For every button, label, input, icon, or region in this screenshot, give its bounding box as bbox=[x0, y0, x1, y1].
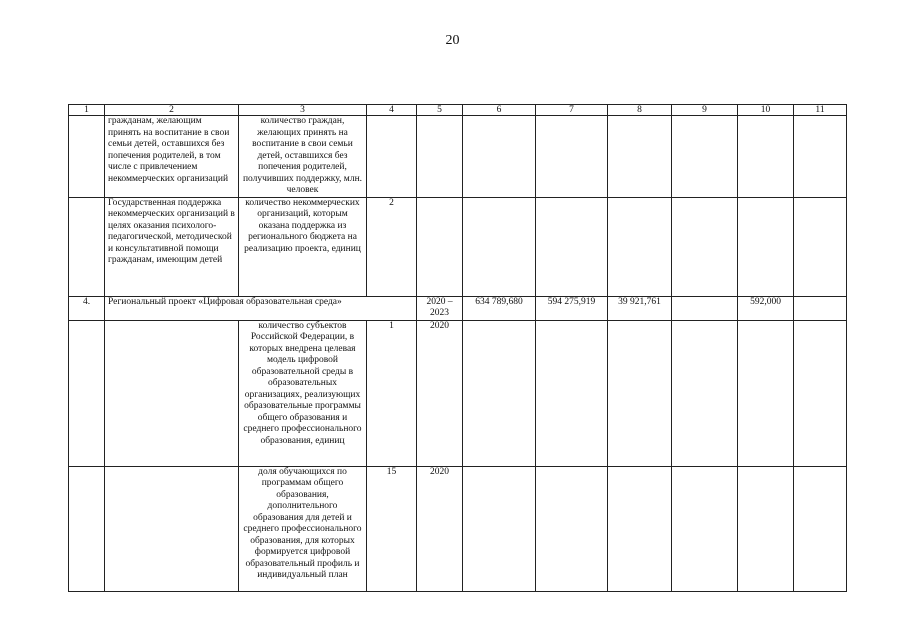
indicator-cell: количество некоммерческих организаций, которым оказана поддержка из регионального бюджета на реализацию проекта, единиц bbox=[239, 197, 367, 296]
amount-cell bbox=[608, 320, 672, 466]
amount-cell bbox=[672, 116, 738, 198]
table-row bbox=[69, 296, 847, 320]
indicator-value-cell bbox=[367, 116, 417, 198]
header-cell-6: 6 bbox=[463, 105, 536, 116]
amount-cell bbox=[738, 116, 794, 198]
amount-cell bbox=[794, 197, 847, 296]
table-row bbox=[69, 320, 847, 466]
amount-cell bbox=[608, 466, 672, 591]
table-row bbox=[69, 197, 847, 296]
period-cell: 2020 bbox=[417, 320, 463, 466]
period-cell bbox=[417, 116, 463, 198]
amount-cell bbox=[463, 116, 536, 198]
measure-description-cell bbox=[105, 320, 239, 466]
amount-cell: 592,000 bbox=[738, 296, 794, 320]
header-cell-5: 5 bbox=[417, 105, 463, 116]
amount-cell bbox=[672, 296, 738, 320]
indicator-cell: доля обучающихся по программам общего образования, дополнительного образования для детей и среднего профессионального образования, для которых формируется цифровой образовательный профиль и индивидуальный план bbox=[239, 466, 367, 591]
amount-cell bbox=[672, 320, 738, 466]
indicator-value-cell: 15 bbox=[367, 466, 417, 591]
amount-cell bbox=[536, 320, 608, 466]
header-cell-2: 2 bbox=[105, 105, 239, 116]
amount-cell bbox=[738, 197, 794, 296]
header-cell-7: 7 bbox=[536, 105, 608, 116]
amount-cell bbox=[672, 197, 738, 296]
row-number-cell: 4. bbox=[69, 296, 105, 320]
amount-cell bbox=[608, 116, 672, 198]
amount-cell bbox=[536, 116, 608, 198]
measure-description-cell: гражданам, желающим принять на воспитание в свои семьи детей, оставшихся без попечения родителей, в том числе с привлечением некоммерческих организаций bbox=[105, 116, 239, 198]
header-row bbox=[69, 105, 847, 116]
period-cell bbox=[417, 197, 463, 296]
table-row bbox=[69, 116, 847, 198]
amount-cell: 39 921,761 bbox=[608, 296, 672, 320]
amount-cell bbox=[738, 466, 794, 591]
indicator-value-cell: 1 bbox=[367, 320, 417, 466]
period-cell: 2020 – 2023 bbox=[417, 296, 463, 320]
header-cell-8: 8 bbox=[608, 105, 672, 116]
header-cell-10: 10 bbox=[738, 105, 794, 116]
header-cell-1: 1 bbox=[69, 105, 105, 116]
header-cell-3: 3 bbox=[239, 105, 367, 116]
page-number: 20 bbox=[445, 33, 460, 48]
program-table bbox=[68, 104, 847, 592]
amount-cell bbox=[463, 466, 536, 591]
amount-cell bbox=[536, 466, 608, 591]
amount-cell bbox=[463, 320, 536, 466]
header-cell-4: 4 bbox=[367, 105, 417, 116]
row-number-cell bbox=[69, 116, 105, 198]
row-number-cell bbox=[69, 197, 105, 296]
amount-cell bbox=[738, 320, 794, 466]
amount-cell: 594 275,919 bbox=[536, 296, 608, 320]
indicator-cell: количество граждан, желающих принять на воспитание в свои семьи детей, оставшихся без попечения родителей, получивших поддержку, млн. человек bbox=[239, 116, 367, 198]
measure-description-cell bbox=[105, 466, 239, 591]
amount-cell bbox=[463, 197, 536, 296]
amount-cell bbox=[794, 296, 847, 320]
project-title-cell: Региональный проект «Цифровая образовательная среда» bbox=[105, 296, 417, 320]
header-cell-9: 9 bbox=[672, 105, 738, 116]
amount-cell bbox=[794, 466, 847, 591]
amount-cell bbox=[608, 197, 672, 296]
amount-cell bbox=[794, 320, 847, 466]
table-row bbox=[69, 466, 847, 591]
amount-cell: 634 789,680 bbox=[463, 296, 536, 320]
indicator-value-cell: 2 bbox=[367, 197, 417, 296]
period-cell: 2020 bbox=[417, 466, 463, 591]
header-cell-11: 11 bbox=[794, 105, 847, 116]
amount-cell bbox=[794, 116, 847, 198]
row-number-cell bbox=[69, 320, 105, 466]
amount-cell bbox=[536, 197, 608, 296]
row-number-cell bbox=[69, 466, 105, 591]
measure-description-cell: Государственная поддержка некоммерческих организаций в целях оказания психолого-педагогической, методической и консультативной помощи гражданам, имеющим детей bbox=[105, 197, 239, 296]
indicator-cell: количество субъектов Российской Федерации, в которых внедрена целевая модель цифровой образовательной среды в образовательных организациях, реализующих образовательные программы общего образования и среднего профессионального образования, единиц bbox=[239, 320, 367, 466]
amount-cell bbox=[672, 466, 738, 591]
